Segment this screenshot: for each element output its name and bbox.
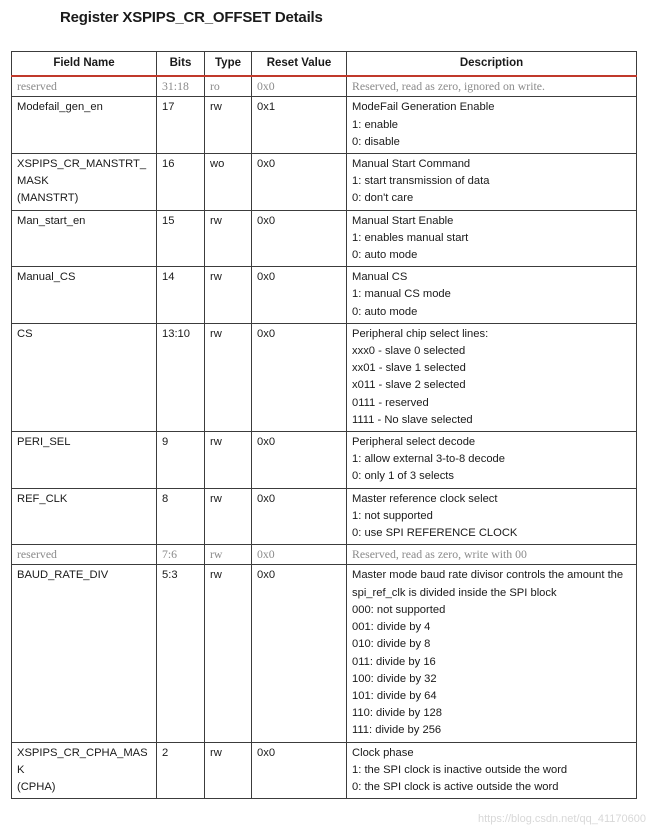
- description-cell: [347, 432, 637, 489]
- description-line: Peripheral chip select lines:: [352, 327, 489, 340]
- bits-cell: 7:6: [157, 545, 205, 565]
- field-name-cell: REF_CLK: [12, 488, 157, 545]
- description-line: 111: divide by 256: [352, 724, 442, 737]
- field-name-cell: PERI_SEL: [12, 432, 157, 489]
- description-line: 1: not supported: [352, 509, 433, 522]
- description-cell: [347, 742, 637, 799]
- field-name-cell: Man_start_en: [12, 210, 157, 267]
- description-line: Manual Start Command: [352, 158, 471, 171]
- reset-value-cell: 0x0: [252, 742, 347, 799]
- description-cell: [347, 210, 637, 267]
- bits-cell: 13:10: [157, 323, 205, 431]
- description-cell: [347, 323, 637, 431]
- description-line: 000: not supported: [352, 603, 446, 616]
- reset-value-cell: 0x0: [252, 210, 347, 267]
- description-line: 101: divide by 64: [352, 689, 437, 702]
- reset-value-cell: 0x0: [252, 488, 347, 545]
- header-reset-value: Reset Value: [252, 52, 347, 77]
- description-cell: [347, 267, 637, 324]
- description-line: 1111 - No slave selected: [352, 413, 473, 426]
- field-name-cell: reserved: [12, 545, 157, 565]
- description-line: Manual CS: [352, 271, 408, 284]
- description-line: Clock phase: [352, 746, 414, 759]
- description-line: 1: manual CS mode: [352, 288, 451, 301]
- description-line: Master mode baud rate divisor controls the amount the spi_ref_clk is divided inside the SPI block: [352, 569, 624, 599]
- register-table: [11, 51, 637, 799]
- bits-cell: 8: [157, 488, 205, 545]
- description-line: 001: divide by 4: [352, 621, 431, 634]
- bits-cell: 2: [157, 742, 205, 799]
- table-row: [12, 545, 637, 565]
- type-cell: rw: [205, 432, 252, 489]
- field-name-cell: Modefail_gen_en: [12, 97, 157, 154]
- description-line: 0: only 1 of 3 selects: [352, 470, 454, 483]
- description-line: xxx0 - slave 0 selected: [352, 345, 466, 358]
- bits-cell: 5:3: [157, 565, 205, 742]
- table-row: [12, 432, 637, 489]
- table-row: [12, 210, 637, 267]
- type-cell: rw: [205, 323, 252, 431]
- description-line: 100: divide by 32: [352, 672, 437, 685]
- field-name-cell: XSPIPS_CR_CPHA_MAS K (CPHA): [12, 742, 157, 799]
- page-title: Register XSPIPS_CR_OFFSET Details: [60, 9, 323, 26]
- reset-value-cell: 0x0: [252, 267, 347, 324]
- reset-value-cell: 0x0: [252, 76, 347, 97]
- description-line: 0: don't care: [352, 192, 414, 205]
- description-line: 0: disable: [352, 135, 400, 148]
- type-cell: ro: [205, 76, 252, 97]
- type-cell: rw: [205, 545, 252, 565]
- table-row: [12, 323, 637, 431]
- bits-cell: 14: [157, 267, 205, 324]
- type-cell: rw: [205, 742, 252, 799]
- field-name-cell: XSPIPS_CR_MANSTRT_ MASK (MANSTRT): [12, 154, 157, 211]
- type-cell: rw: [205, 565, 252, 742]
- field-name-cell: CS: [12, 323, 157, 431]
- type-cell: rw: [205, 267, 252, 324]
- description-cell: [347, 545, 637, 565]
- reset-value-cell: 0x0: [252, 154, 347, 211]
- description-line: 1: the SPI clock is inactive outside the word: [352, 763, 568, 776]
- table-header-row: [12, 52, 637, 77]
- description-line: 0: use SPI REFERENCE CLOCK: [352, 527, 518, 540]
- description-cell: [347, 97, 637, 154]
- header-field-name: Field Name: [12, 52, 157, 77]
- description-cell: [347, 488, 637, 545]
- table-row: [12, 97, 637, 154]
- table-row: [12, 267, 637, 324]
- field-name-cell: BAUD_RATE_DIV: [12, 565, 157, 742]
- reset-value-cell: 0x0: [252, 565, 347, 742]
- description-line: Reserved, read as zero, ignored on write.: [352, 79, 545, 94]
- reset-value-cell: 0x0: [252, 323, 347, 431]
- description-line: Reserved, read as zero, write with 00: [352, 547, 527, 562]
- description-line: 1: allow external 3-to-8 decode: [352, 453, 505, 466]
- bits-cell: 15: [157, 210, 205, 267]
- watermark: https://blog.csdn.net/qq_41170600: [478, 813, 646, 825]
- description-cell: [347, 565, 637, 742]
- bits-cell: 31:18: [157, 76, 205, 97]
- table-row: [12, 488, 637, 545]
- description-line: 010: divide by 8: [352, 638, 431, 651]
- bits-cell: 9: [157, 432, 205, 489]
- description-line: x011 - slave 2 selected: [352, 379, 466, 392]
- description-line: xx01 - slave 1 selected: [352, 362, 466, 375]
- table-row: [12, 76, 637, 97]
- header-bits: Bits: [157, 52, 205, 77]
- table-body: [12, 76, 637, 798]
- table-row: [12, 565, 637, 742]
- header-type: Type: [205, 52, 252, 77]
- field-name-cell: Manual_CS: [12, 267, 157, 324]
- description-cell: [347, 76, 637, 97]
- description-line: 0: the SPI clock is active outside the word: [352, 780, 559, 793]
- description-line: Master reference clock select: [352, 492, 498, 505]
- table-row: [12, 742, 637, 799]
- type-cell: rw: [205, 488, 252, 545]
- description-line: 0: auto mode: [352, 305, 418, 318]
- description-line: Peripheral select decode: [352, 436, 476, 449]
- table-row: [12, 154, 637, 211]
- reset-value-cell: 0x1: [252, 97, 347, 154]
- description-line: Manual Start Enable: [352, 214, 454, 227]
- type-cell: rw: [205, 97, 252, 154]
- field-name-cell: reserved: [12, 76, 157, 97]
- description-line: 1: start transmission of data: [352, 175, 490, 188]
- description-line: 011: divide by 16: [352, 655, 436, 668]
- bits-cell: 16: [157, 154, 205, 211]
- bits-cell: 17: [157, 97, 205, 154]
- description-line: 1: enables manual start: [352, 231, 469, 244]
- type-cell: wo: [205, 154, 252, 211]
- description-line: ModeFail Generation Enable: [352, 101, 495, 114]
- type-cell: rw: [205, 210, 252, 267]
- description-line: 1: enable: [352, 118, 399, 131]
- reset-value-cell: 0x0: [252, 432, 347, 489]
- description-line: 0: auto mode: [352, 249, 418, 262]
- description-cell: [347, 154, 637, 211]
- description-line: 110: divide by 128: [352, 707, 442, 720]
- header-description: Description: [347, 52, 637, 77]
- reset-value-cell: 0x0: [252, 545, 347, 565]
- description-line: 0111 - reserved: [352, 396, 429, 409]
